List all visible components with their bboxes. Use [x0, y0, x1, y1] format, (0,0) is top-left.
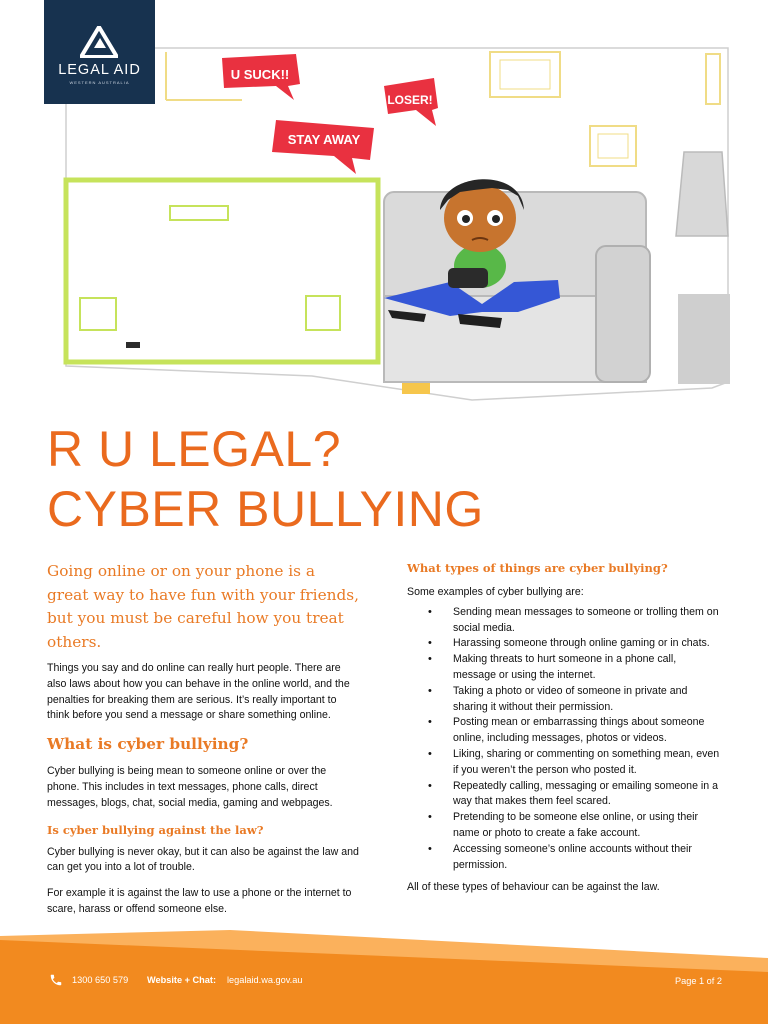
page-title-line-2: CYBER BULLYING [47, 481, 484, 537]
intro-text: Going online or on your phone is a great way to have fun with your friends, but you must be careful how you treat others. [47, 562, 359, 651]
bubble-u-suck-text: U SUCK!! [230, 67, 290, 82]
bubble-stay-away-text: STAY AWAY [287, 132, 361, 147]
examples-list [407, 605, 722, 874]
phone-number[interactable]: 1300 650 579 [72, 975, 129, 985]
right-column [407, 560, 722, 906]
website-link[interactable]: legalaid.wa.gov.au [227, 975, 303, 985]
page-title-line-1: R U LEGAL? [47, 421, 342, 477]
examples-lead: Some examples of cyber bullying are: [407, 586, 584, 598]
list-item: • Repeatedly calling, messaging or emailing someone in a way that makes them feel scared. [407, 779, 722, 811]
logo-subtitle: WESTERN AUSTRALIA [69, 80, 130, 85]
list-item: • Taking a photo or video of someone in private and sharing it without their permission. [407, 684, 722, 716]
heading-what-is-cyber-bullying: What is cyber bullying? [47, 735, 249, 754]
closing-text: All of these types of behaviour can be against the law. [407, 881, 660, 894]
heading-types-of-cyber-bullying: What types of things are cyber bullying? [407, 561, 668, 575]
heading-against-the-law: Is cyber bullying against the law? [47, 822, 264, 837]
phone-icon [49, 973, 63, 987]
list-item: • Posting mean or embarrassing things about someone online, including messages, photos or videos. [407, 715, 722, 747]
list-item: • Pretending to be someone else online, or using their name or photo to create a fake account. [407, 810, 722, 842]
list-item: • Accessing someone’s online accounts without their permission. [407, 842, 722, 874]
page-number: Page 1 of 2 [675, 976, 722, 986]
list-item: • Harassing someone through online gaming or in chats. [407, 636, 722, 652]
left-column [47, 560, 359, 928]
website-label: Website + Chat: [147, 975, 217, 985]
cyber-bullying-illustration [62, 40, 732, 405]
legal-aid-triangle-icon [80, 26, 118, 58]
list-item: • Sending mean messages to someone or trolling them on social media. [407, 605, 722, 637]
logo-name: LEGAL AID [58, 62, 141, 78]
intro-paragraph: Things you say and do online can really hurt people. There are also laws about how you can behave in the online world, and the penalties for breaking them are serious. It’s really important to think before you send a message or share something online. [47, 662, 350, 722]
list-item: • Making threats to hurt someone in a phone call, message or using the internet. [407, 652, 722, 684]
bubble-loser-text: LOSER! [387, 93, 433, 107]
law-paragraph-2: For example it is against the law to use a phone or the internet to scare, harass or offend someone else. [47, 887, 352, 915]
list-item: • Liking, sharing or commenting on something mean, even if you weren’t the person who posted it. [407, 747, 722, 779]
legal-aid-logo [44, 0, 155, 104]
law-paragraph-1: Cyber bullying is never okay, but it can also be against the law and can get you into a lot of trouble. [47, 845, 359, 874]
definition-paragraph: Cyber bullying is being mean to someone online or over the phone. This includes in text messages, phone calls, direct messages, blogs, chat, social media, gaming and webpages. [47, 765, 333, 809]
footer-contact [0, 975, 768, 989]
